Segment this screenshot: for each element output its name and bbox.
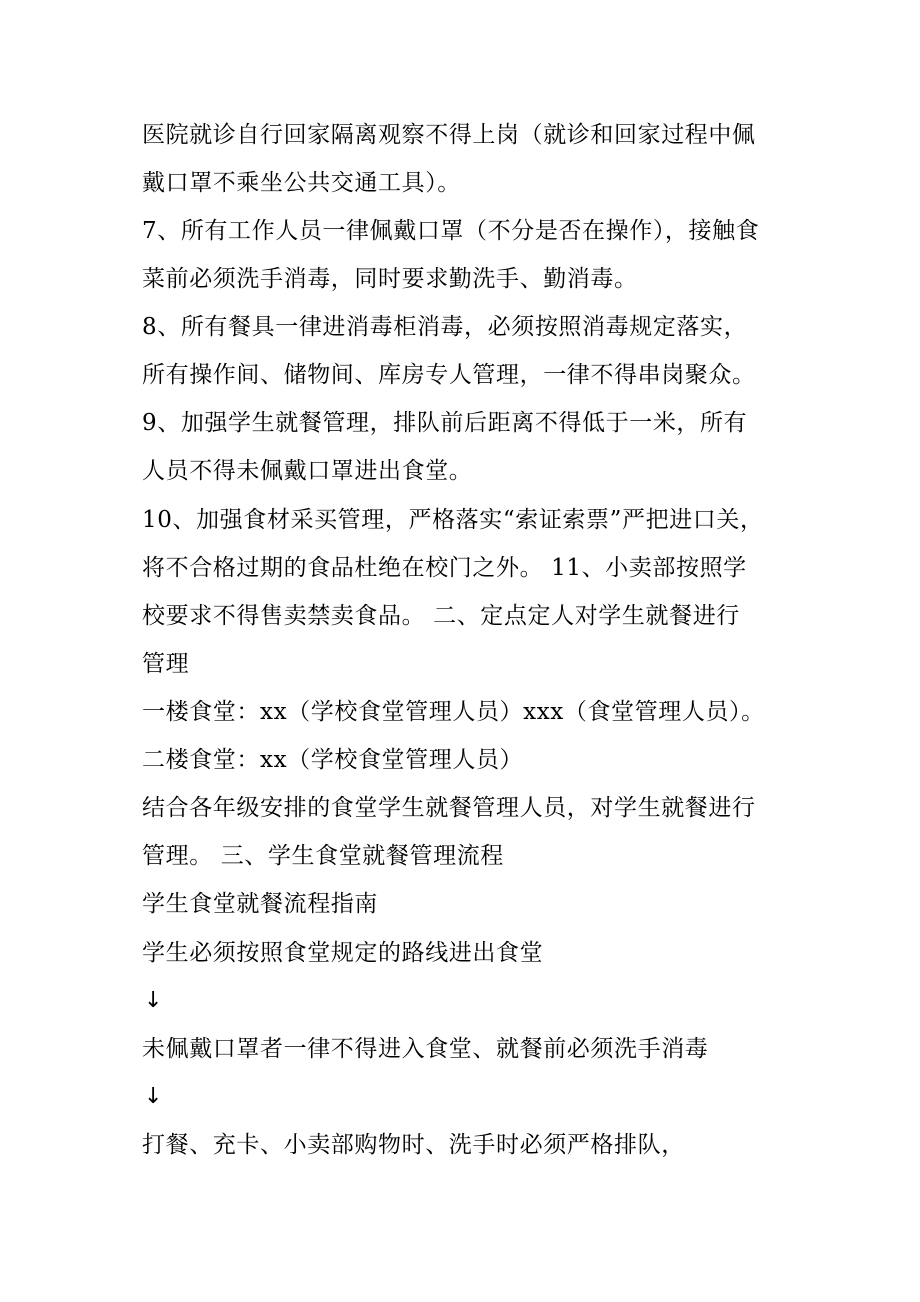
text-line: 菜前必须洗手消毒，同时要求勤洗手、勤消毒。 [142, 266, 638, 292]
text-line: 戴口罩不乘坐公共交通工具）。 [142, 170, 461, 196]
text-line: 学生食堂就餐流程指南 [142, 891, 378, 917]
text-line: 二楼食堂：xx（学校食堂管理人员） [142, 747, 524, 773]
text-line: 管理。 三、学生食堂就餐管理流程 [142, 843, 504, 869]
text-line: 8、所有餐具一律进消毒柜消毒，必须按照消毒规定落实， [142, 314, 748, 340]
text-line: 未佩戴口罩者一律不得进入食堂、就餐前必须洗手消毒 [142, 1036, 709, 1062]
text-line: 学生必须按照食堂规定的路线进出食堂 [142, 940, 544, 966]
text-line: 人员不得未佩戴口罩进出食堂。 [142, 458, 473, 484]
text-line: 10、加强食材采买管理，严格落实“索证索票”严把进口关， [142, 507, 764, 533]
text-line: 将不合格过期的食品杜绝在校门之外。 11、小卖部按照学 [142, 555, 747, 581]
text-line: 管理 [142, 651, 190, 677]
text-line: 结合各年级安排的食堂学生就餐管理人员，对学生就餐进行 [142, 795, 756, 821]
down-arrow-icon: ↓ [144, 1084, 163, 1109]
text-line: 打餐、充卡、小卖部购物时、洗手时必须严格排队， [142, 1132, 685, 1158]
down-arrow-icon: ↓ [144, 988, 163, 1013]
text-line: 所有操作间、储物间、库房专人管理，一律不得串岗聚众。 [142, 362, 756, 388]
text-line: 医院就诊自行回家隔离观察不得上岗（就诊和回家过程中佩 [142, 122, 756, 148]
text-line: 9、加强学生就餐管理，排队前后距离不得低于一米，所有 [142, 410, 748, 436]
text-line: 校要求不得售卖禁卖食品。 二、定点定人对学生就餐进行 [142, 603, 740, 629]
text-line: 一楼食堂：xx（学校食堂管理人员）xxx（食堂管理人员）。 [142, 699, 765, 725]
text-line: 7、所有工作人员一律佩戴口罩（不分是否在操作），接触食 [142, 218, 760, 244]
